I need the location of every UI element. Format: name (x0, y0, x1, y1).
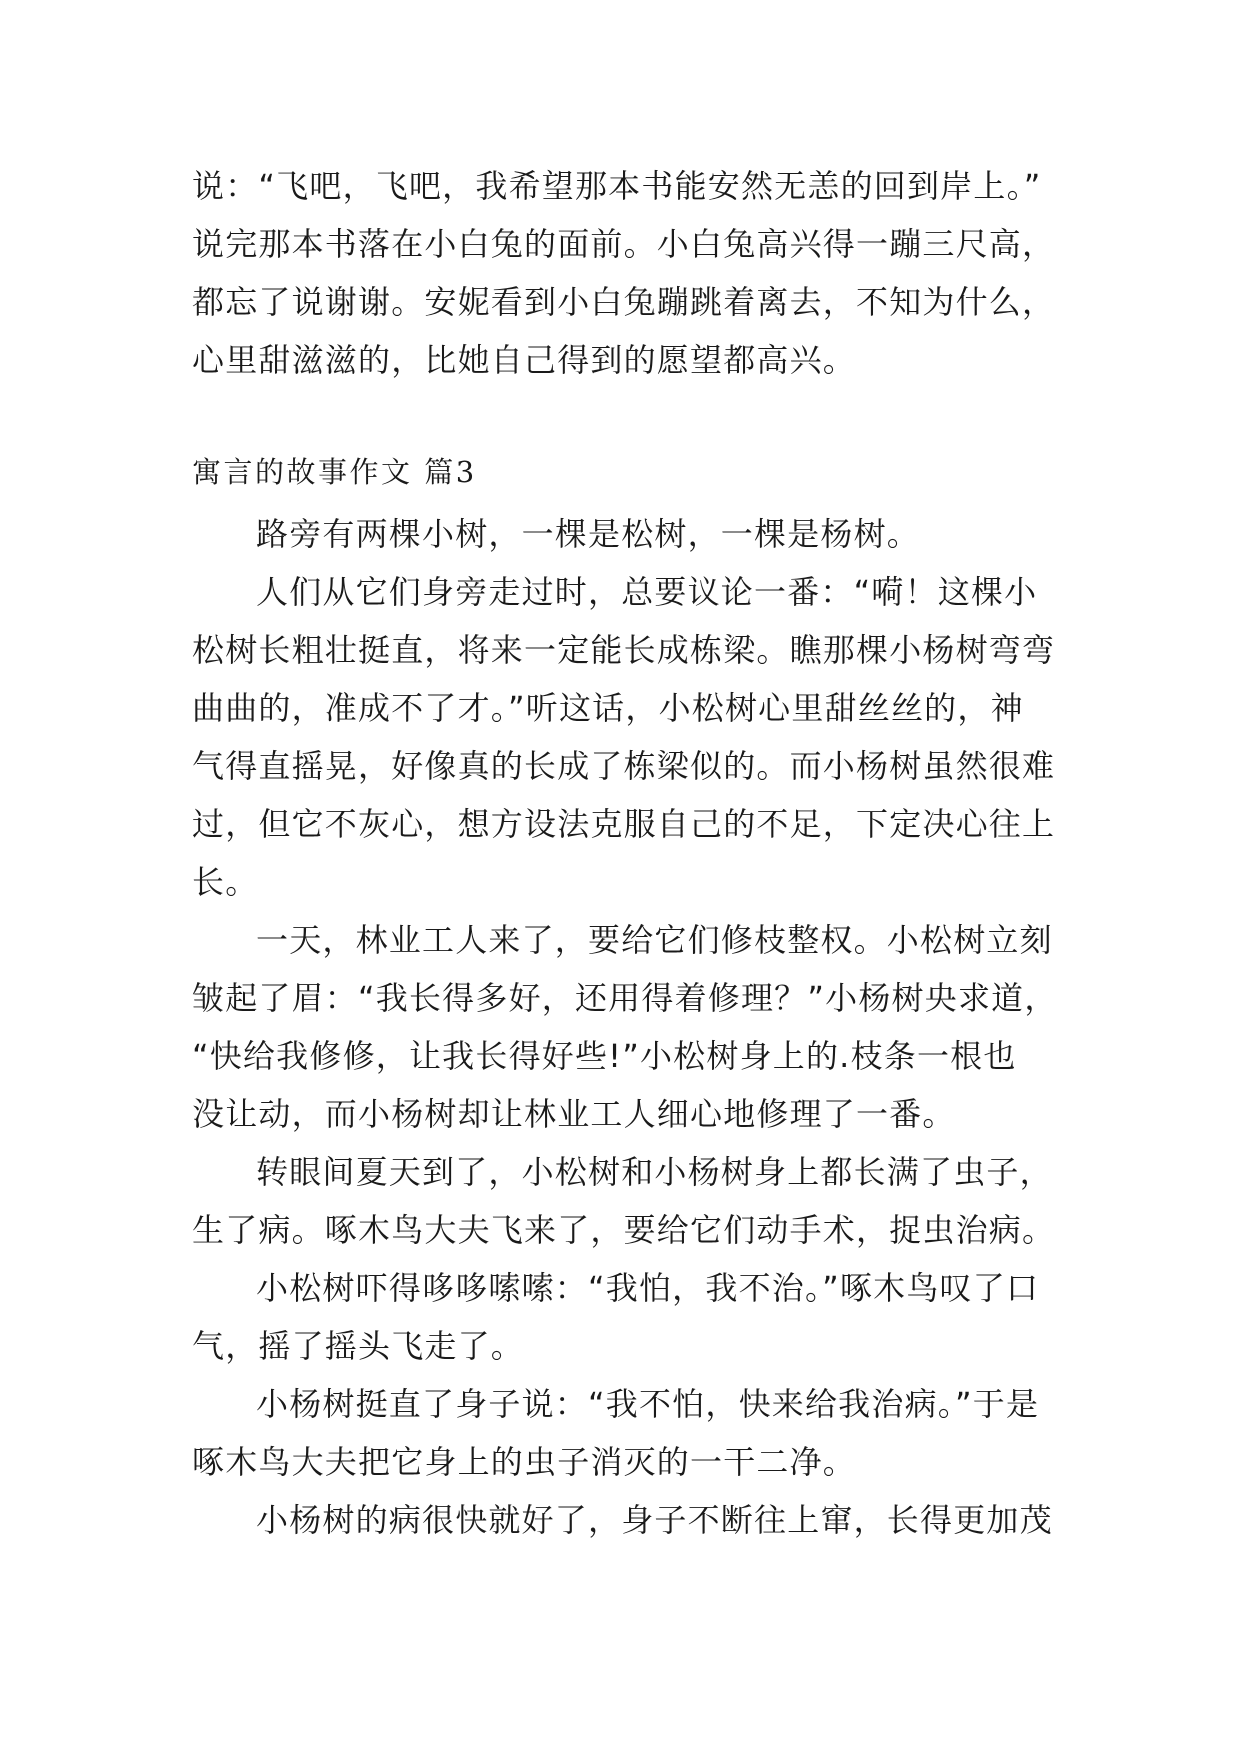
text-line: “快给我修修，让我长得好些!”小松树身上的.枝条一根也 (192, 1037, 1017, 1075)
paragraph-first-line: 人们从它们身旁走过时，总要议论一番：“嗬！这棵小 (256, 573, 1038, 611)
text-line: 没让动，而小杨树却让林业工人细心地修理了一番。 (192, 1095, 956, 1133)
text-line: 说完那本书落在小白兔的面前。小白兔高兴得一蹦三尺高， (192, 225, 1056, 263)
paragraph-first-line: 小杨树的病很快就好了，身子不断往上窜，长得更加茂 (256, 1501, 1053, 1539)
paragraph-first-line: 路旁有两棵小树，一棵是松树，一棵是杨树。 (256, 515, 921, 553)
text-line: 气得直摇晃，好像真的长成了栋梁似的。而小杨树虽然很难 (192, 747, 1056, 785)
paragraph-first-line: 一天，林业工人来了，要给它们修枝整权。小松树立刻 (256, 921, 1053, 959)
text-line: 皱起了眉：“我长得多好，还用得着修理？”小杨树央求道， (192, 979, 1058, 1017)
text-line: 气，摇了摇头飞走了。 (192, 1327, 525, 1365)
text-line: 过，但它不灰心，想方设法克服自己的不足，下定决心往上 (192, 805, 1056, 843)
text-line: 生了病。啄木鸟大夫飞来了，要给它们动手术，捉虫治病。 (192, 1211, 1056, 1249)
text-line: 都忘了说谢谢。安妮看到小白兔蹦跳着离去，不知为什么， (192, 283, 1056, 321)
text-line: 长。 (192, 863, 259, 901)
paragraph-first-line: 小杨树挺直了身子说：“我不怕，快来给我治病。”于是 (256, 1385, 1040, 1423)
text-line: 说：“飞吧，飞吧，我希望那本书能安然无恙的回到岸上。” (192, 167, 1042, 205)
text-line: 松树长粗壮挺直，将来一定能长成栋梁。瞧那棵小杨树弯弯 (192, 631, 1056, 669)
section-heading: 寓言的故事作文 篇3 (192, 455, 477, 489)
paragraph-first-line: 转眼间夏天到了，小松树和小杨树身上都长满了虫子， (256, 1153, 1053, 1191)
text-line: 曲曲的，准成不了才。”听这话，小松树心里甜丝丝的，神 (192, 689, 1024, 727)
text-line: 啄木鸟大夫把它身上的虫子消灭的一干二净。 (192, 1443, 857, 1481)
paragraph-first-line: 小松树吓得哆哆嗦嗦：“我怕，我不治。”啄木鸟叹了口 (256, 1269, 1040, 1307)
text-line: 心里甜滋滋的，比她自己得到的愿望都高兴。 (192, 341, 857, 379)
